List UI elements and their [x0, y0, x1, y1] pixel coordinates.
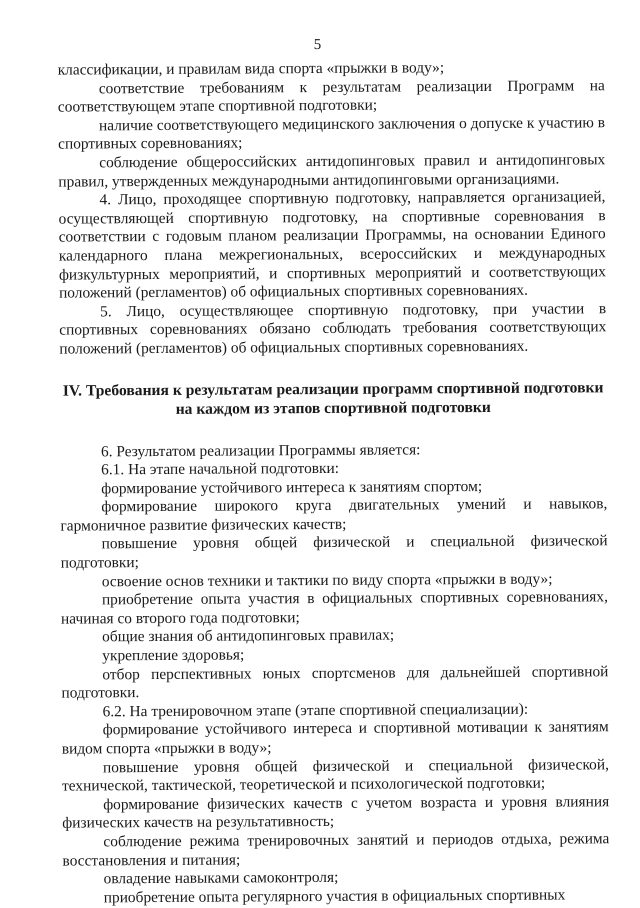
paragraph: 6.2. На тренировочном этапе (этапе спортивной специализации):: [102, 700, 529, 721]
paragraph: классификации, и правилам вида спорта «прыжки в воду»;: [57, 59, 445, 79]
document-body: [58, 58, 610, 908]
paragraph: 6. Результатом реализации Программы является:: [100, 440, 421, 460]
paragraph: формирование устойчивого интереса к занятиям спортом;: [101, 477, 483, 498]
section-results: [60, 440, 610, 908]
section-heading: [60, 378, 607, 419]
paragraph: отбор перспективных юных спортсменов для дальнейшей спортивной подготовки.: [61, 662, 609, 702]
paragraph: освоение основ техники и тактики по виду спорта «прыжки в воду»;: [101, 570, 553, 590]
paragraph: общие знания об антидопинговых правилах;: [102, 626, 395, 646]
paragraph: повышение уровня общей физической и специальной физической подготовки;: [60, 532, 608, 572]
section-heading-line: IV. Требования к результатам реализации программ спортивной подготовки: [62, 378, 604, 400]
section-intro: [58, 58, 607, 359]
paragraph: соответствие требованиям к результатам реализации Программ на соответствующем этапе спортивной подготовки;: [57, 76, 605, 116]
paragraph: 6.1. На этапе начальной подготовки:: [101, 459, 340, 479]
section-heading-line: на каждом из этапов спортивной подготовки: [175, 398, 491, 418]
paragraph: укрепление здоровья;: [102, 646, 245, 665]
paragraph: формирование широкого круга двигательных умений и навыков, гармоничное развитие физических качеств;: [60, 495, 608, 535]
page-number: 5: [313, 36, 322, 54]
paragraph: соблюдение режима тренировочных занятий и периодов отдыха, режима восстановления и питания;: [62, 830, 610, 870]
paragraph: наличие соответствующего медицинского заключения о допуске к участию в спортивных соревнованиях;: [58, 114, 606, 153]
paragraph: овладение навыками самоконтроля;: [103, 869, 339, 888]
paragraph: приобретение опыта регулярного участия в официальных спортивных: [103, 886, 566, 907]
paragraph: соблюдение общероссийских антидопинговых правил и антидопинговых правил, утвержденных международными антидопинговыми организациями.: [58, 151, 606, 191]
paragraph: приобретение опыта участия в официальных спортивных соревнованиях, начиная со второго года подготовки;: [60, 588, 608, 628]
paragraph: 4. Лицо, проходящее спортивную подготовку, направляется организацией, осуществляющей спортивную подготовку, на спортивные соревнования в соответствии с годовым планом реализации Программы, на основании Единого календарного плана межрегиональных, всероссийских и международных физкультурных мероприятий, и спортивных мероприятий и соответствующих положений (регламентов) об официальных спортивных соревнованиях.: [58, 188, 606, 302]
paragraph: повышение уровня общей физической и специальной физической, технической, тактической, теоретической и психологической подготовки;: [61, 755, 609, 795]
paragraph: формирование физических качеств с учетом возраста и уровня влияния физических качеств на результативность;: [62, 793, 610, 832]
paragraph: формирование устойчивого интереса и спортивной мотивации к занятиям видом спорта «прыжки в воду»;: [61, 718, 609, 758]
paragraph: 5. Лицо, осуществляющее спортивную подготовку, при участии в спортивных соревнованиях обязано соблюдать требования соответствующих положений (регламентов) об официальных спортивных соревнованиях.: [59, 299, 607, 358]
